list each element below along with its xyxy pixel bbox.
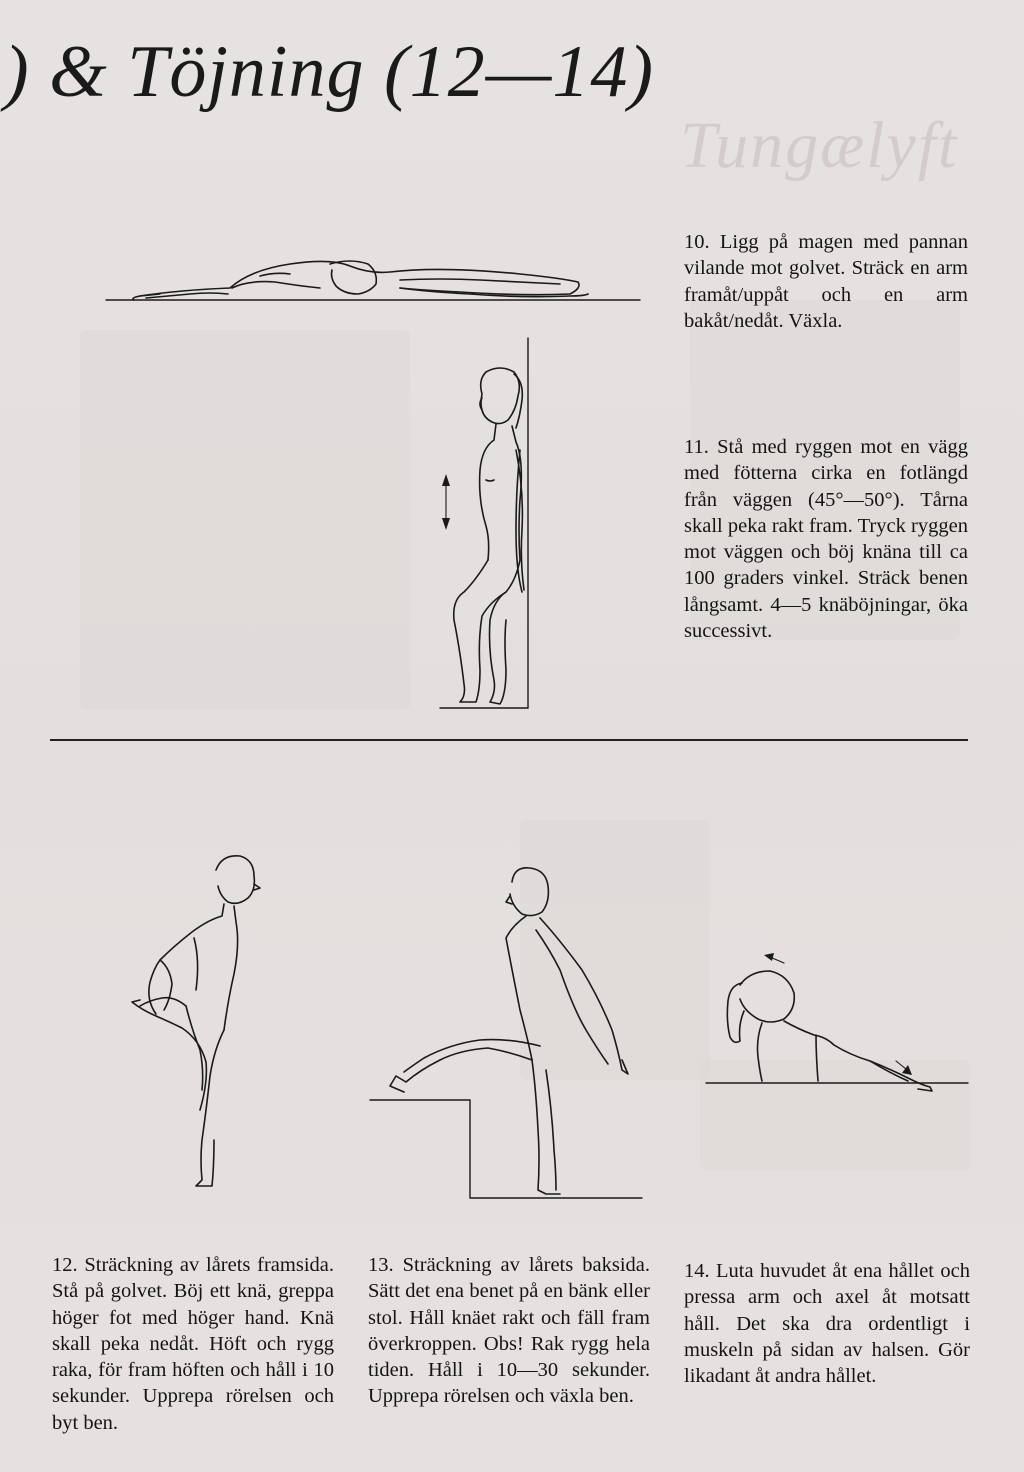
bleed-through-title: Tungælyft	[680, 109, 959, 182]
exercise-12-text: 12. Sträckning av lårets framsida. Stå på golvet. Böj ett knä, greppa höger fot med höger hand. Knä skall peka nedåt. Höft och rygg raka, för fram höften och håll i 10 sekunder. Upprepa rörelsen och byt ben.	[52, 1254, 334, 1434]
up-down-arrow-icon	[442, 474, 450, 530]
exercise-10-text: 10. Ligg på magen med pannan vilande mot golvet. Sträck en arm framåt/uppåt och en arm bakåt/nedåt. Växla.	[684, 231, 968, 332]
exercise-13-text: 13. Sträckning av lårets baksida. Sätt det ena benet på en bänk eller stol. Håll knäet rakt och fäll fram överkroppen. Obs! Rak rygg hela tiden. Håll i 10—30 sekunder. Upprepa rörelsen och växla ben.	[368, 1254, 650, 1408]
tilt-arrow-icon	[764, 953, 784, 963]
bleed-through-shape	[80, 330, 410, 710]
exercise-14-text: 14. Luta huvudet åt ena hållet och pressa arm och axel åt motsatt håll. Det ska dra ordentligt i muskeln på sidan av halsen. Gör likadant åt andra hållet.	[684, 1260, 970, 1388]
figure-13-hamstring-stretch	[360, 860, 650, 1200]
page-title: ) & Töjning (12—14)	[4, 31, 655, 113]
exercise-11-text: 11. Stå med ryggen mot en vägg med fötterna cirka en fotlängd från väggen (45°—50°). Tårna skall peka rakt fram. Tryck ryggen mot väggen och böj knäna till ca 100 graders vinkel. Sträck benen långsamt. 4—5 knäböjningar, öka successivt.	[684, 436, 968, 643]
figure-11-wall-squat	[420, 330, 560, 720]
figure-10-prone-stretch	[100, 250, 660, 320]
section-divider	[50, 739, 968, 741]
figure-12-quad-stretch	[120, 850, 280, 1200]
figure-14-neck-stretch	[700, 945, 970, 1125]
